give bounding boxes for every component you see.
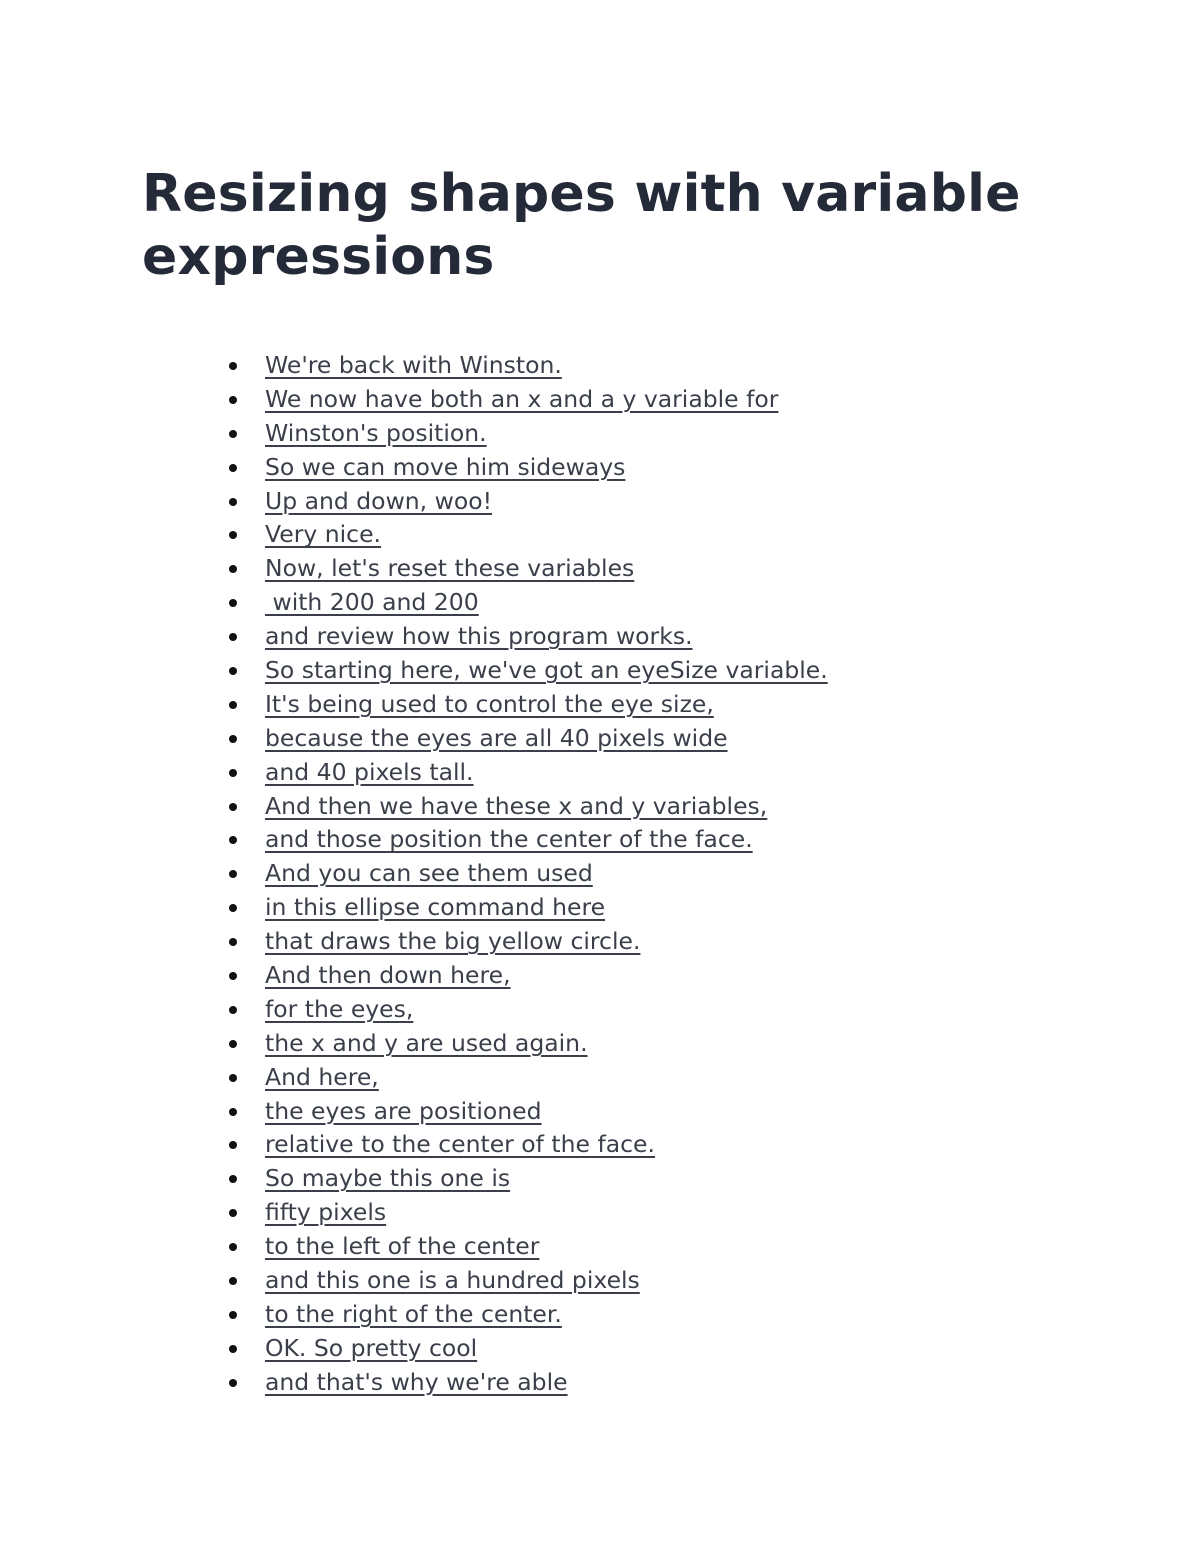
list-item — [227, 383, 828, 417]
bullet-icon — [229, 972, 237, 980]
transcript-line-link[interactable]: And here, — [265, 1062, 379, 1091]
list-item — [227, 552, 828, 586]
bullet-icon — [229, 938, 237, 946]
transcript-line-link[interactable]: in this ellipse command here — [265, 893, 606, 922]
list-item — [227, 485, 828, 519]
list-item — [227, 993, 828, 1027]
list-item — [227, 823, 828, 857]
list-item — [227, 1298, 828, 1332]
bullet-icon — [229, 769, 237, 777]
bullet-icon — [229, 464, 237, 472]
list-item — [227, 586, 828, 620]
transcript-line-link[interactable]: Very nice. — [265, 520, 382, 549]
bullet-icon — [229, 1074, 237, 1082]
list-item — [227, 1027, 828, 1061]
list-item — [227, 959, 828, 993]
transcript-line-link[interactable]: and those position the center of the face. — [265, 825, 753, 854]
transcript-line-link[interactable]: Now, let's reset these variables — [265, 554, 635, 583]
transcript-line-link[interactable]: So we can move him sideways — [265, 452, 626, 481]
bullet-icon — [229, 599, 237, 607]
transcript-line-link[interactable]: to the left of the center — [265, 1232, 540, 1261]
bullet-icon — [229, 1277, 237, 1285]
bullet-icon — [229, 1175, 237, 1183]
transcript-line-link[interactable]: And then down here, — [265, 961, 511, 990]
bullet-icon — [229, 667, 237, 675]
list-item — [227, 1162, 828, 1196]
transcript-line-link[interactable]: the eyes are positioned — [265, 1096, 542, 1125]
transcript-line-link[interactable]: and review how this program works. — [265, 622, 693, 651]
list-item — [227, 1128, 828, 1162]
list-item — [227, 1366, 828, 1400]
list-item — [227, 925, 828, 959]
transcript-line-link[interactable]: to the right of the center. — [265, 1299, 562, 1328]
list-item — [227, 857, 828, 891]
bullet-icon — [229, 1379, 237, 1387]
transcript-line-link[interactable]: fifty pixels — [265, 1198, 387, 1227]
list-item — [227, 518, 828, 552]
bullet-icon — [229, 1108, 237, 1116]
list-item — [227, 756, 828, 790]
transcript-line-link[interactable]: Winston's position. — [265, 418, 487, 447]
bullet-icon — [229, 870, 237, 878]
bullet-icon — [229, 1311, 237, 1319]
transcript-line-link[interactable]: for the eyes, — [265, 994, 414, 1023]
bullet-icon — [229, 803, 237, 811]
list-item — [227, 1196, 828, 1230]
list-item — [227, 620, 828, 654]
transcript-line-link[interactable]: Up and down, woo! — [265, 486, 493, 515]
transcript-line-link[interactable]: with 200 and 200 — [265, 588, 479, 617]
bullet-icon — [229, 1006, 237, 1014]
transcript-line-link[interactable]: So maybe this one is — [265, 1164, 511, 1193]
list-item — [227, 1095, 828, 1129]
list-item — [227, 722, 828, 756]
bullet-icon — [229, 362, 237, 370]
list-item — [227, 1061, 828, 1095]
transcript-line-link[interactable]: relative to the center of the face. — [265, 1130, 655, 1159]
transcript-line-link[interactable]: OK. So pretty cool — [265, 1333, 478, 1362]
page-title: Resizing shapes with variable expressions — [142, 164, 1021, 287]
list-item — [227, 654, 828, 688]
list-item — [227, 417, 828, 451]
list-item — [227, 451, 828, 485]
bullet-icon — [229, 701, 237, 709]
bullet-icon — [229, 904, 237, 912]
transcript-line-link[interactable]: that draws the big yellow circle. — [265, 927, 641, 956]
transcript-line-link[interactable]: We're back with Winston. — [265, 351, 562, 379]
transcript-line-link[interactable]: We now have both an x and a y variable for — [265, 384, 779, 413]
transcript-line-link[interactable]: the x and y are used again. — [265, 1028, 588, 1057]
list-item — [227, 790, 828, 824]
transcript-line-link[interactable]: and 40 pixels tall. — [265, 757, 474, 786]
bullet-icon — [229, 1243, 237, 1251]
list-item — [227, 1264, 828, 1298]
bullet-icon — [229, 396, 237, 404]
bullet-icon — [229, 633, 237, 641]
transcript-line-link[interactable]: And then we have these x and y variables, — [265, 791, 768, 820]
transcript-line-link[interactable]: And you can see them used — [265, 859, 593, 888]
transcript-list — [227, 349, 828, 1400]
list-item — [227, 1230, 828, 1264]
transcript-line-link[interactable]: It's being used to control the eye size, — [265, 689, 714, 718]
bullet-icon — [229, 531, 237, 539]
bullet-icon — [229, 430, 237, 438]
bullet-icon — [229, 498, 237, 506]
bullet-icon — [229, 1345, 237, 1353]
transcript-line-link[interactable]: and that's why we're able — [265, 1367, 568, 1396]
list-item — [227, 688, 828, 722]
list-item — [227, 349, 828, 383]
bullet-icon — [229, 836, 237, 844]
bullet-icon — [229, 1209, 237, 1217]
bullet-icon — [229, 1141, 237, 1149]
bullet-icon — [229, 565, 237, 573]
bullet-icon — [229, 735, 237, 743]
transcript-line-link[interactable]: and this one is a hundred pixels — [265, 1266, 640, 1295]
list-item — [227, 891, 828, 925]
bullet-icon — [229, 1040, 237, 1048]
list-item — [227, 1332, 828, 1366]
transcript-line-link[interactable]: So starting here, we've got an eyeSize variable. — [265, 656, 828, 685]
transcript-line-link[interactable]: because the eyes are all 40 pixels wide — [265, 723, 728, 752]
